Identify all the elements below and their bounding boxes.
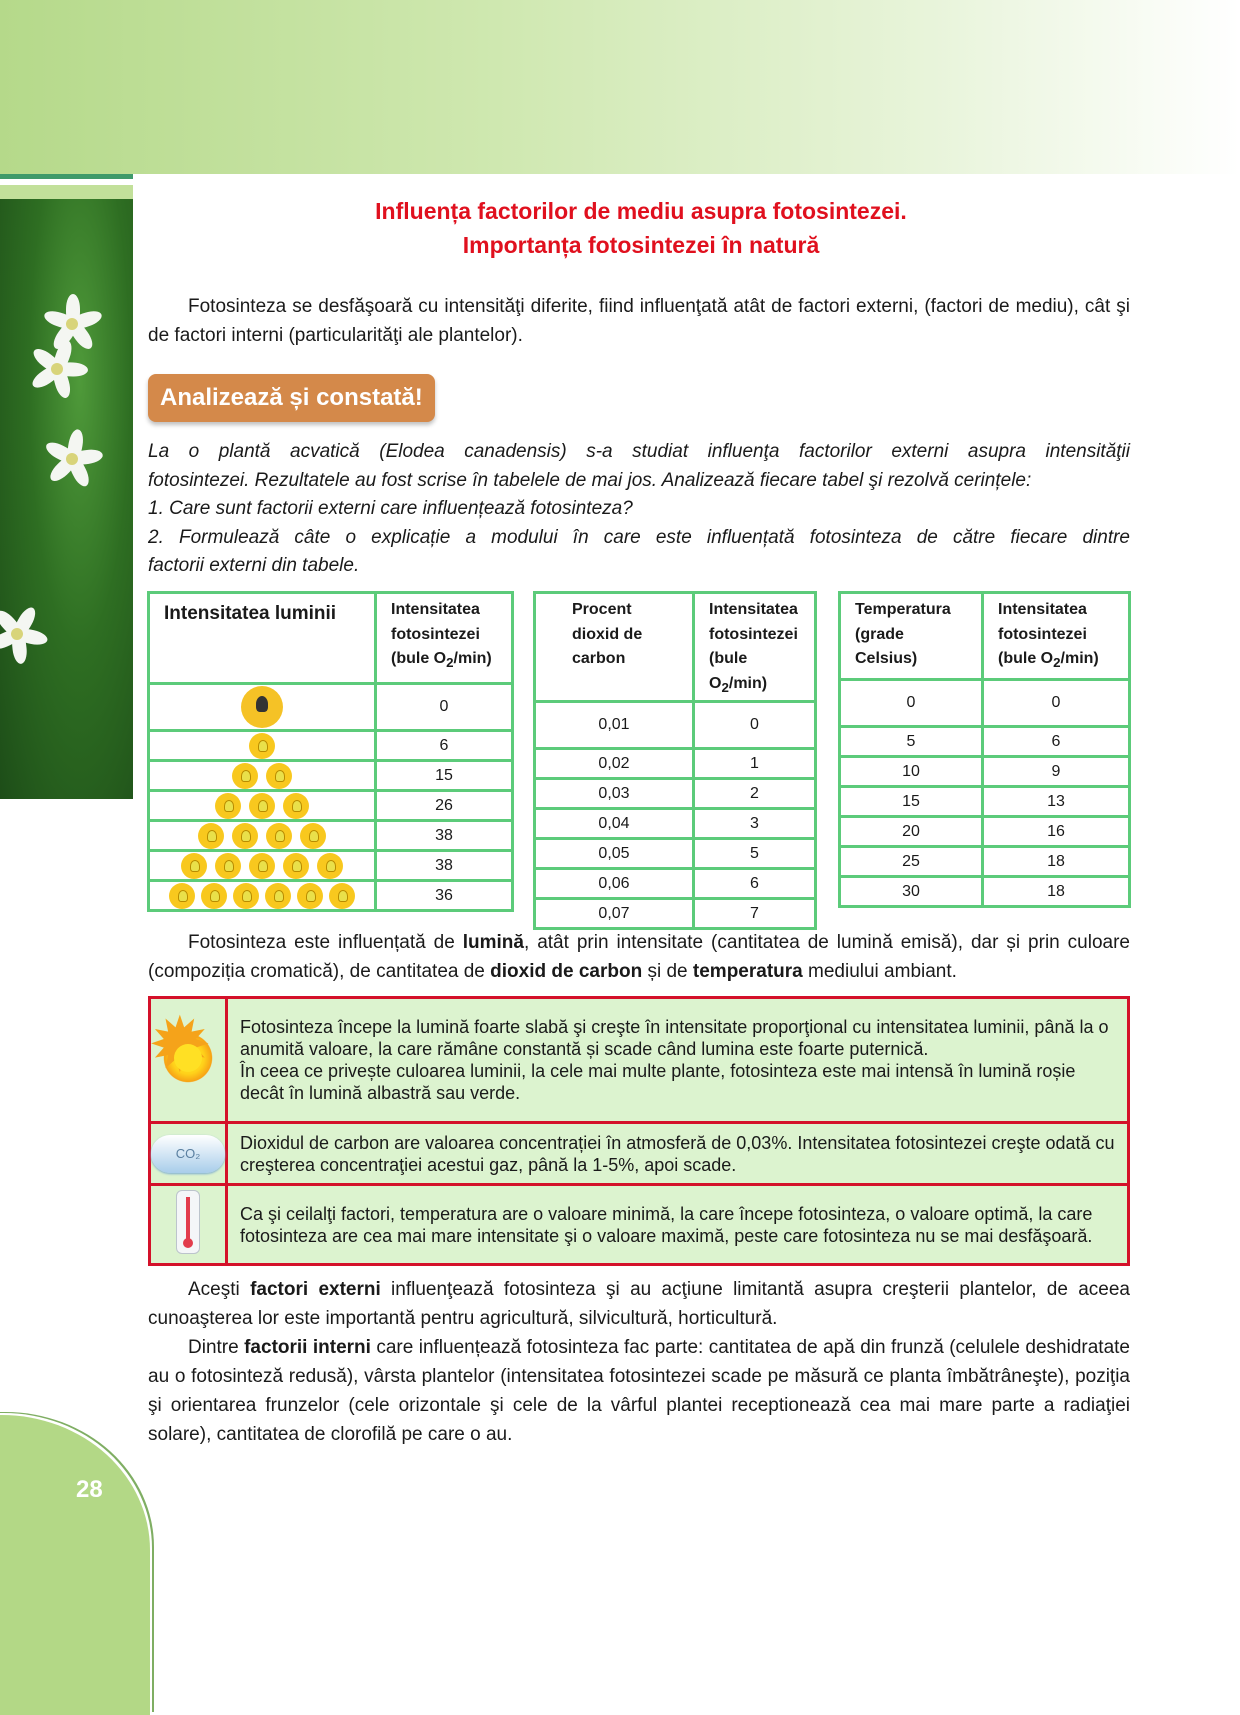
factors-info-box [148,996,1130,1266]
value-cell: 9 [983,757,1130,787]
table-row [535,809,816,839]
light-bulb-icon [201,883,227,909]
light-bulb-icon [329,883,355,909]
light-bulb-icon [266,823,292,849]
info-row-temperature [150,1185,1129,1265]
co2-cell: 0,07 [535,899,694,929]
light-bulb-icon [300,823,326,849]
value-cell: 38 [376,851,513,881]
activity-badge: Analizează și constată! [148,374,435,422]
co2-cell: 0,02 [535,749,694,779]
light-level-cell [149,684,376,731]
value-cell: 2 [694,779,816,809]
temperature-cell: 15 [840,787,983,817]
table-row [840,680,1130,727]
value-cell: 38 [376,821,513,851]
value-cell: 1 [694,749,816,779]
table-row [149,881,513,911]
header-photosynthesis-intensity: Intensitatea fotosintezei (bule $O_2/\min$) [694,593,816,702]
temperature-cell: 5 [840,727,983,757]
light-level-cell [149,821,376,851]
table-row [149,761,513,791]
light-level-cell [149,761,376,791]
light-bulb-icon [283,853,309,879]
light-bulb-icon [198,823,224,849]
light-intensity-table [147,591,514,912]
page-title [150,194,1132,262]
table-row [840,787,1130,817]
temperature-explanation: Ca şi ceilalţi factori, temperatura are o valoare minimă, la care începe fotosinteza, o valoare optimă, la care fotosinteza are cea mai mare intensitate şi o valoare maximă, peste care fotosinteza nu se mai desfăşoară. [227,1185,1129,1265]
table-row [149,851,513,881]
sun-icon [160,1030,216,1086]
co2-cell: 0,01 [535,702,694,749]
instruction-line: La o plantă acvatică (Elodea canadensis) s-a studiat influenţa factorilor externi asupra intensităţii [148,441,1130,462]
table-row [149,821,513,851]
table-row [535,702,816,749]
keyword-light: lumină [462,932,524,953]
keyword-co2: dioxid de carbon [490,961,643,982]
header-gradient-band [0,0,1240,174]
activity-instructions [148,438,1130,581]
table-row [840,727,1130,757]
light-level-cell [149,731,376,761]
co2-cell: 0,05 [535,839,694,869]
value-cell: 0 [983,680,1130,727]
page-corner-tab [0,1415,150,1715]
temperature-cell: 20 [840,817,983,847]
light-level-cell [149,851,376,881]
value-cell: 5 [694,839,816,869]
intro-paragraph [148,292,1130,350]
light-level-cell [149,881,376,911]
table-row [535,779,816,809]
header-photosynthesis-intensity: Intensitatea fotosintezei (bule $O_2/\min$) [376,593,513,684]
question-2-cont: factorii externi din tabele. [148,555,360,576]
light-bulb-icon [215,853,241,879]
co2-table [533,591,817,930]
flower-icon [40,429,100,489]
title-line-2: Importanța fotosintezei în natură [462,232,820,258]
info-row-light [150,998,1129,1123]
value-cell: 16 [983,817,1130,847]
header-photosynthesis-intensity: Intensitatea fotosintezei (bule $O_2/\min$) [983,593,1130,680]
light-bulb-icon [169,883,195,909]
keyword-internal-factors: factorii interni [244,1337,371,1358]
value-cell: 18 [983,877,1130,907]
value-cell: 36 [376,881,513,911]
thermometer-icon [176,1190,200,1254]
co2-cloud-icon: CO₂ [151,1135,225,1173]
table-row [840,817,1130,847]
title-line-1: Influența factorilor de mediu asupra fotosintezei. [375,198,907,224]
light-explanation: Fotosinteza începe la lumină foarte slabă şi creşte în intensitate proporţional cu intensitatea luminii, până la o anumită valoare, la care rămâne constantă și scade când lumina este foarte puternică. În ceea ce privește culoarea luminii, la cele mai multe plante, fotosinteza este mai intensă în lumină roșie decât în lumină albastră sau verde. [227,998,1129,1123]
jasmine-flower-photo [0,199,133,799]
light-bulb-icon [283,793,309,819]
light-bulb-icon [249,793,275,819]
temperature-cell: 10 [840,757,983,787]
value-cell: 18 [983,847,1130,877]
temperature-table [838,591,1131,908]
light-bulb-icon [266,763,292,789]
light-bulb-off-icon [241,686,283,728]
value-cell: 6 [694,869,816,899]
value-cell: 13 [983,787,1130,817]
flower-icon [0,604,45,664]
value-cell: 6 [376,731,513,761]
value-cell: 26 [376,791,513,821]
light-bulb-icon [297,883,323,909]
header-accent-stripe [0,174,133,179]
co2-cell: 0,04 [535,809,694,839]
value-cell: 0 [694,702,816,749]
internal-factors-paragraph: Dintre factorii interni care influențează fotosinteza fac parte: cantitatea de apă din frunză (celulele deshidratate au o fotosinteză redusă), vârsta plantelor (intensitatea fotosintezei scade pe măsură ce planta îmbătrâneşte), poziţia şi orientarea frunzelor (cele orizontale şi cele de la vârful plantei receptionează cea mai mare parte a radiaţiei solare), cantitatea de clorofilă pe care o au. [148,1337,1130,1445]
light-bulb-icon [232,763,258,789]
table-row [840,877,1130,907]
value-cell: 7 [694,899,816,929]
intro-text: Fotosinteza se desfăşoară cu intensităţi diferite, fiind influenţată atât de factori externi, (factori de mediu), cât şi de factori interni (particularităţi ale plantelor). [148,296,1130,346]
table-row [535,869,816,899]
keyword-external-factors: factori externi [250,1279,381,1300]
value-cell: 6 [983,727,1130,757]
co2-cell: 0,03 [535,779,694,809]
temperature-cell: 25 [840,847,983,877]
light-bulb-icon [317,853,343,879]
light-bulb-icon [181,853,207,879]
info-row-co2 [150,1123,1129,1185]
table-row [149,684,513,731]
table-row [535,749,816,779]
light-bulb-icon [249,853,275,879]
light-level-cell [149,791,376,821]
light-bulb-icon [249,733,275,759]
flower-icon [25,339,85,399]
value-cell: 0 [376,684,513,731]
page-number: 28 [76,1476,103,1503]
table-row [840,757,1130,787]
light-bulb-icon [265,883,291,909]
table-row [149,791,513,821]
value-cell: 15 [376,761,513,791]
external-factors-paragraph: Aceşti factori externi influenţează fotosinteza şi au acţiune limitantă asupra creşterii plantelor, de aceea cunoaşterea lor este importantă pentru agricultură, silvicultură, horticultură. [148,1279,1130,1329]
table-row [149,731,513,761]
light-bulb-icon [232,823,258,849]
co2-explanation: Dioxidul de carbon are valoarea concentrației în atmosferă de 0,03%. Intensitatea fotosintezei creşte odată cu creşterea concentraţiei acestui gaz, până la 1-5%, apoi scade. [227,1123,1129,1185]
table-row [535,899,816,929]
light-bulb-icon [215,793,241,819]
table-row [840,847,1130,877]
keyword-temperature: temperatura [692,961,803,982]
instruction-line: fotosintezei. Rezultatele au fost scrise în tabelele de mai jos. Analizează fiecare tabel şi rezolvă cerințele: [148,469,1032,491]
header-co2-percent: Procent dioxid de carbon [535,593,694,702]
summary-paragraph: Fotosinteza este influențată de lumină, atât prin intensitate (cantitatea de lumină emisă), dar și prin culoare (compoziția cromatică), de cantitatea de dioxid de carbon și de temperatura mediului ambiant. [148,932,1130,982]
question-1: 1. Care sunt factorii externi care influențează fotosinteza? [148,498,633,519]
side-accent-band [0,185,133,199]
temperature-cell: 0 [840,680,983,727]
co2-cell: 0,06 [535,869,694,899]
question-2: 2. Formulează câte o explicație a modului în care este influențată fotosinteza de către fiecare dintre [148,526,1130,548]
header-light-intensity: Intensitatea luminii [149,593,376,684]
value-cell: 3 [694,809,816,839]
header-temperature: Temperatura (grade Celsius) [840,593,983,680]
temperature-cell: 30 [840,877,983,907]
light-bulb-icon [233,883,259,909]
table-row [535,839,816,869]
